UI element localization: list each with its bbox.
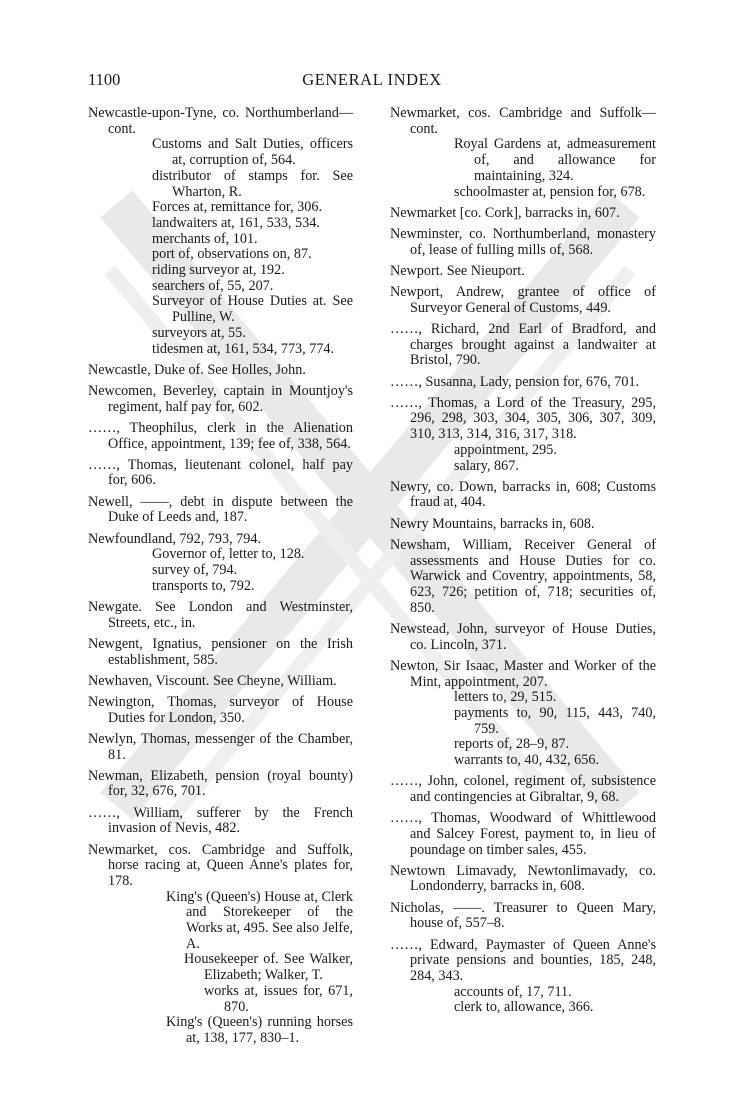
index-entry: Newlyn, Thomas, messenger of the Chamber, 81.	[88, 730, 353, 763]
index-entry: Newmarket, cos. Cambridge and Suffolk, horse racing at, Queen Anne's plates for, 178.	[88, 841, 353, 889]
index-subentry: letters to, 29, 515.	[454, 689, 557, 706]
index-subentry: reports of, 28–9, 87.	[454, 736, 570, 753]
index-subentry: salary, 867.	[454, 457, 519, 474]
page-header	[88, 70, 656, 96]
index-entry: Newport, Andrew, grantee of office of Surveyor General of Customs, 449.	[390, 284, 656, 316]
index-entry: ……, Thomas, lieutenant colonel, half pay for, 606.	[88, 456, 353, 489]
index-subentry: distributor of stamps for. See Wharton, R.	[152, 167, 353, 200]
index-subentry: Royal Gardens at, admeasurement of, and allowance for maintaining, 324.	[454, 136, 656, 184]
index-subentry: appointment, 295.	[454, 441, 557, 458]
index-subentry: survey of, 794.	[152, 561, 238, 578]
index-entry: Newton, Sir Isaac, Master and Worker of the Mint, appointment, 207.	[390, 657, 656, 690]
index-subentry: accounts of, 17, 711.	[454, 983, 572, 1000]
index-subentry: landwaiters at, 161, 533, 534.	[152, 214, 320, 231]
index-entry: ……, Edward, Paymaster of Queen Anne's private pensions and bounties, 185, 248, 284, 343.	[390, 936, 656, 984]
index-subentry: King's (Queen's) House at, Clerk and Storekeeper of the Works at, 495. See also Jelfe, A.	[166, 888, 353, 952]
index-column-right	[390, 106, 656, 1022]
index-subentry: Surveyor of House Duties at. See Pulline, W.	[152, 293, 353, 326]
index-entry: Nicholas, ——. Treasurer to Queen Mary, house of, 557–8.	[390, 899, 656, 932]
index-subentry: port of, observations on, 87.	[152, 246, 312, 263]
index-entry: Newgent, Ignatius, pensioner on the Irish establishment, 585.	[88, 635, 353, 668]
index-entry: ……, William, sufferer by the French invasion of Nevis, 482.	[88, 804, 353, 837]
index-entry: Newgate. See London and Westminster, Streets, etc., in.	[88, 598, 353, 631]
index-entry: ……, Theophilus, clerk in the Alienation Office, appointment, 139; fee of, 338, 564.	[88, 419, 353, 452]
index-entry: Newcastle, Duke of. See Holles, John.	[88, 361, 306, 378]
index-entry: Newman, Elizabeth, pension (royal bounty) for, 32, 676, 701.	[88, 767, 353, 800]
index-entry: Newmarket [co. Cork], barracks in, 607.	[390, 204, 620, 221]
index-subentry: Forces at, remittance for, 306.	[152, 199, 323, 216]
index-subentry: tidesmen at, 161, 534, 773, 774.	[152, 340, 335, 357]
index-entry: Newfoundland, 792, 793, 794.	[88, 530, 261, 547]
running-title: GENERAL INDEX	[302, 70, 442, 89]
index-entry: Newstead, John, surveyor of House Duties, co. Lincoln, 371.	[390, 620, 656, 653]
index-subentry: transports to, 792.	[152, 577, 255, 594]
index-entry: ……, John, colonel, regiment of, subsistence and contingencies at Gibraltar, 9, 68.	[390, 773, 656, 805]
index-entry: Newminster, co. Northumberland, monastery of, lease of fulling mills of, 568.	[390, 225, 656, 258]
index-entry: ……, Thomas, Woodward of Whittlewood and Salcey Forest, payment to, in lieu of poundage on timber sales, 455.	[390, 810, 656, 858]
index-entry: Newtown Limavady, Newtonlimavady, co. Londonderry, barracks in, 608.	[390, 862, 656, 895]
index-subentry: Housekeeper of. See Walker, Elizabeth; Walker, T.	[184, 951, 353, 984]
index-subentry: clerk to, allowance, 366.	[454, 999, 594, 1016]
index-subentry: Governor of, letter to, 128.	[152, 546, 305, 563]
index-entry: Newell, ——, debt in dispute between the Duke of Leeds and, 187.	[88, 493, 353, 526]
index-subentry: King's (Queen's) running horses at, 138, 177, 830–1.	[166, 1014, 353, 1046]
index-subentry: warrants to, 40, 432, 656.	[454, 752, 600, 769]
index-subentry: riding surveyor at, 192.	[152, 262, 285, 279]
index-entry: Newcomen, Beverley, captain in Mountjoy's regiment, half pay for, 602.	[88, 382, 353, 415]
index-entry: ……, Susanna, Lady, pension for, 676, 701.	[390, 373, 640, 390]
index-subentry: merchants of, 101.	[152, 230, 258, 247]
index-subentry: surveyors at, 55.	[152, 324, 246, 341]
index-entry: Newport. See Nieuport.	[390, 262, 525, 279]
index-entry: Newhaven, Viscount. See Cheyne, William.	[88, 672, 337, 689]
page-number: 1100	[88, 70, 121, 89]
index-entry: Newry Mountains, barracks in, 608.	[390, 515, 595, 532]
index-entry: Newry, co. Down, barracks in, 608; Customs fraud at, 404.	[390, 478, 656, 511]
index-subentry: Customs and Salt Duties, officers at, corruption of, 564.	[152, 136, 353, 169]
index-subentry: schoolmaster at, pension for, 678.	[454, 183, 646, 200]
index-entry: Newmarket, cos. Cambridge and Suffolk—cont.	[390, 105, 656, 137]
index-subentry: searchers of, 55, 207.	[152, 277, 274, 294]
index-entry: ……, Thomas, a Lord of the Treasury, 295, 296, 298, 303, 304, 305, 306, 307, 309, 310, 313, 314, 316, 317, 318.	[390, 394, 656, 443]
index-subentry: works at, issues for, 671, 870.	[204, 982, 353, 1015]
index-entry: Newington, Thomas, surveyor of House Duties for London, 350.	[88, 693, 353, 726]
index-subentry: payments to, 90, 115, 443, 740, 759.	[454, 704, 656, 737]
index-column-left	[88, 106, 353, 1052]
index-entry: Newcastle-upon-Tyne, co. Northumberland—cont.	[88, 105, 353, 137]
index-entry: Newsham, William, Receiver General of assessments and House Duties for co. Warwick and Coventry, appointments, 58, 623, 726; petition of, 718; securities of, 850.	[390, 536, 656, 616]
index-entry: ……, Richard, 2nd Earl of Bradford, and charges brought against a landwaiter at Bristol, 790.	[390, 320, 656, 369]
